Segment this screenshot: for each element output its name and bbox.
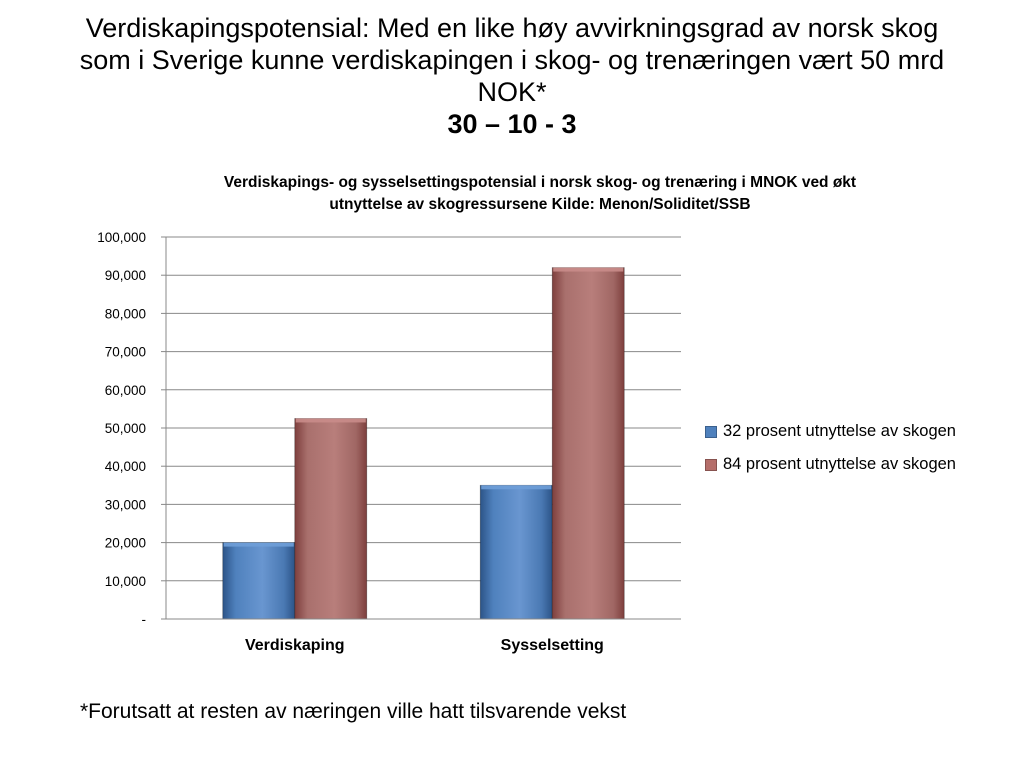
bar-verdiskaping-series-1: [223, 543, 295, 619]
y-tick-label-7: 70,000: [104, 344, 146, 360]
x-category-label-1: Verdiskaping: [244, 637, 345, 654]
bar-top-verdiskaping-series-2: [296, 418, 366, 422]
bar-sysselsetting-series-2: [552, 268, 624, 619]
y-tick-label-1: 10,000: [104, 573, 146, 589]
y-tick-label-4: 40,000: [104, 459, 146, 475]
slide-title-line-2: som i Sverige kunne verdiskapingen i skog- og trenæringen vært 50 mrd: [79, 45, 945, 75]
legend-item-series-2: [705, 448, 956, 481]
chart-title-line-1: Verdiskapings- og sysselsettingspotensial i norsk skog- og trenæring i MNOK ved økt: [223, 174, 857, 191]
y-tick-label-6: 60,000: [104, 382, 146, 398]
x-category-label-2: Sysselsetting: [500, 637, 604, 654]
legend-label-series-1: 32 prosent utnyttelse av skogen: [723, 422, 956, 440]
y-tick-label-5: 50,000: [104, 421, 146, 436]
y-tick-label-3: 30,000: [104, 497, 146, 513]
y-tick-label-2: 20,000: [104, 535, 146, 551]
footnote: *Forutsatt at resten av næringen ville hatt tilsvarende vekst: [80, 700, 627, 723]
legend-swatch-series-1: [705, 426, 717, 438]
bar-top-sysselsetting-series-1: [481, 485, 551, 489]
bar-top-verdiskaping-series-1: [224, 543, 294, 547]
y-tick-label-0: -: [141, 612, 146, 627]
bar-verdiskaping-series-2: [295, 418, 367, 619]
bar-top-sysselsetting-series-2: [553, 268, 623, 272]
y-tick-label-10: 100,000: [97, 230, 146, 245]
slide-title-line-3: NOK*: [477, 77, 547, 107]
legend-swatch-series-2: [705, 459, 717, 471]
y-tick-label-8: 80,000: [104, 306, 146, 322]
bar-sysselsetting-series-1: [480, 485, 552, 619]
y-tick-label-9: 90,000: [104, 268, 146, 284]
legend-item-series-1: [705, 415, 956, 448]
slide-subtitle: 30 – 10 - 3: [447, 109, 577, 139]
chart-legend: [705, 415, 956, 481]
legend-label-series-2: 84 prosent utnyttelse av skogen: [723, 455, 956, 473]
chart-title-line-2: utnyttelse av skogressursene Kilde: Menon/Soliditet/SSB: [329, 196, 751, 213]
slide-title-line-1: Verdiskapingspotensial: Med en like høy avvirkningsgrad av norsk skog: [85, 13, 939, 43]
